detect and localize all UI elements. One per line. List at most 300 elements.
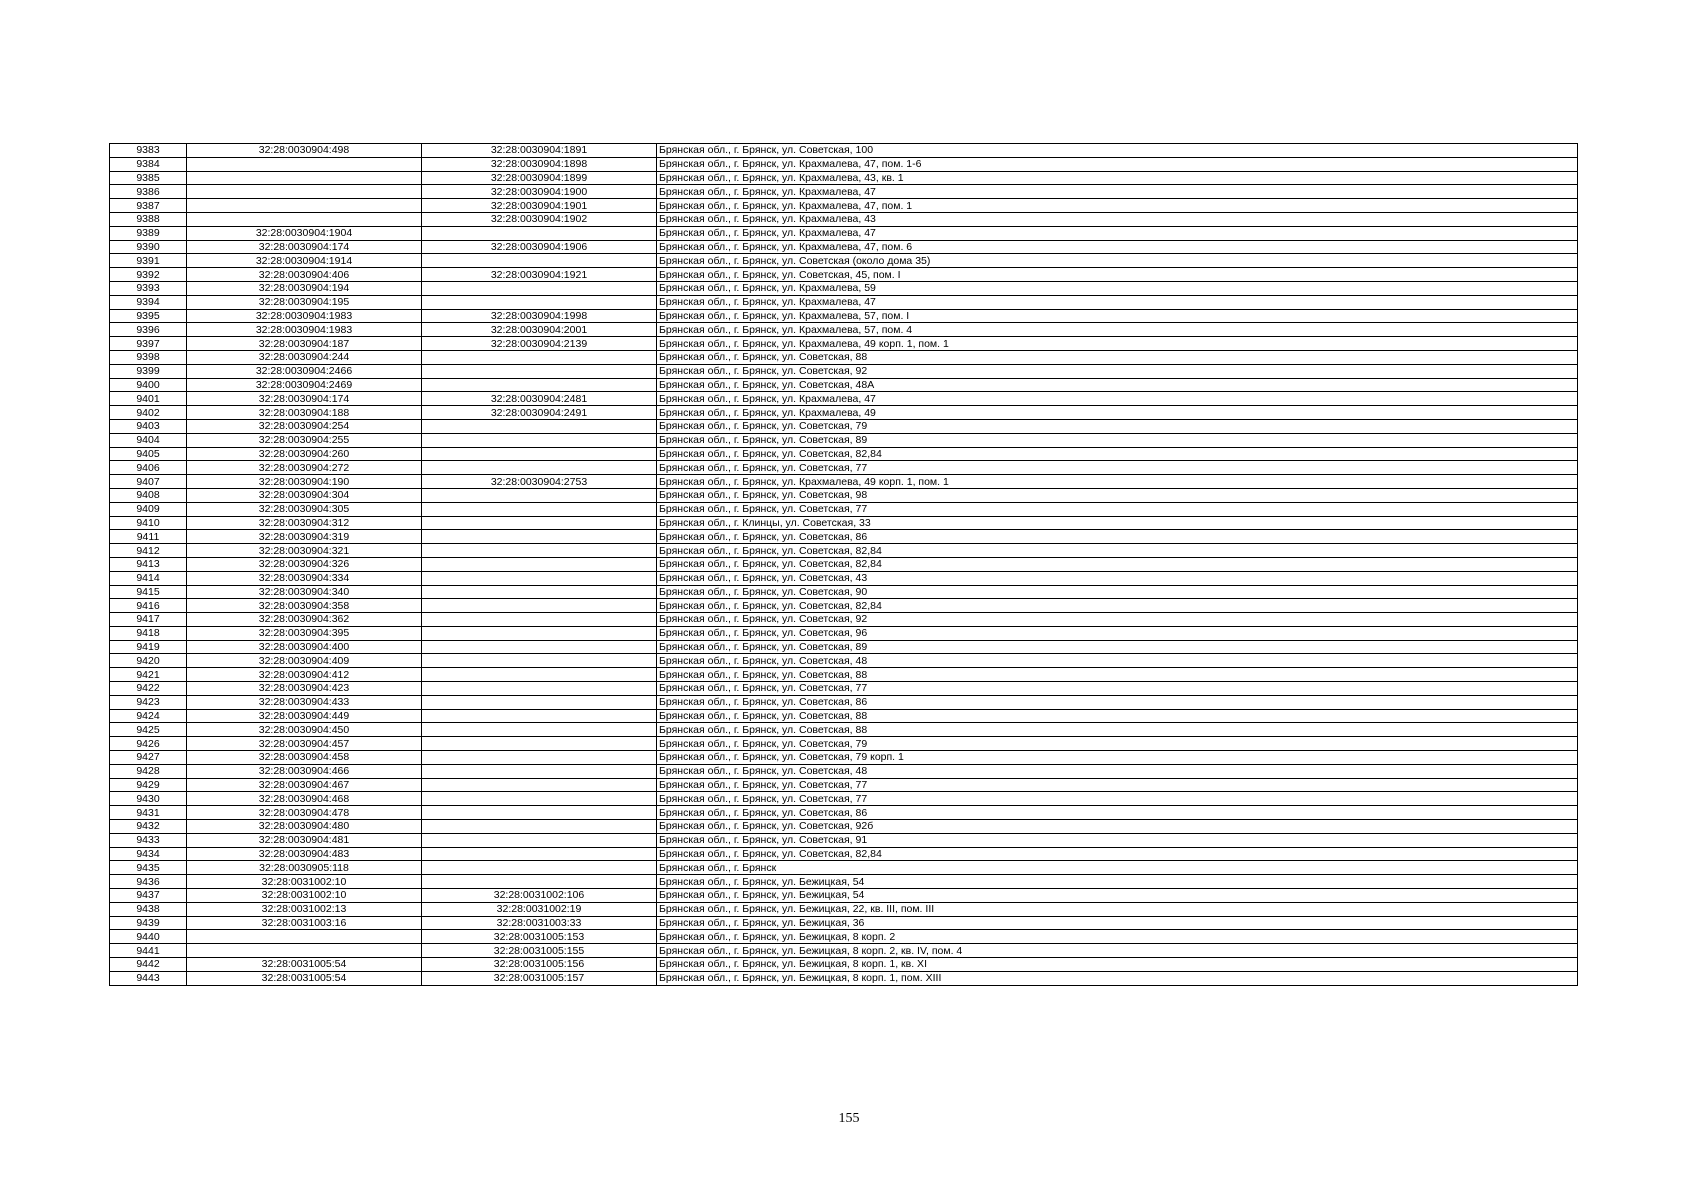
row-number-cell: 9434 <box>110 847 187 861</box>
table-row <box>110 930 1578 944</box>
object-number-cell <box>422 571 657 585</box>
address-cell: Брянская обл., г. Брянск, ул. Крахмалева, 49 корп. 1, пом. 1 <box>657 337 1578 351</box>
cadastral-number-cell: 32:28:0030904:174 <box>187 392 422 406</box>
cadastral-number-cell: 32:28:0030904:468 <box>187 792 422 806</box>
object-number-cell <box>422 502 657 516</box>
row-number-cell: 9400 <box>110 378 187 392</box>
object-number-cell: 32:28:0030904:1921 <box>422 268 657 282</box>
row-number-cell: 9406 <box>110 461 187 475</box>
table-row <box>110 792 1578 806</box>
row-number-cell: 9441 <box>110 944 187 958</box>
address-cell: Брянская обл., г. Брянск, ул. Крахмалева, 47, пом. 1-6 <box>657 157 1578 171</box>
object-number-cell <box>422 861 657 875</box>
object-number-cell <box>422 419 657 433</box>
cadastral-number-cell: 32:28:0030904:412 <box>187 668 422 682</box>
row-number-cell: 9442 <box>110 958 187 972</box>
address-cell: Брянская обл., г. Брянск, ул. Крахмалева, 47 <box>657 185 1578 199</box>
object-number-cell <box>422 613 657 627</box>
cadastral-number-cell: 32:28:0030904:304 <box>187 488 422 502</box>
table-row <box>110 889 1578 903</box>
address-cell: Брянская обл., г. Брянск, ул. Крахмалева, 47, пом. 1 <box>657 199 1578 213</box>
row-number-cell: 9421 <box>110 668 187 682</box>
table-row <box>110 571 1578 585</box>
object-number-cell <box>422 350 657 364</box>
table-row <box>110 530 1578 544</box>
object-number-cell <box>422 281 657 295</box>
cadastral-number-cell <box>187 199 422 213</box>
row-number-cell: 9428 <box>110 764 187 778</box>
object-number-cell: 32:28:0031003:33 <box>422 916 657 930</box>
cadastral-number-cell: 32:28:0030904:326 <box>187 557 422 571</box>
table-row <box>110 861 1578 875</box>
address-cell: Брянская обл., г. Брянск, ул. Бежицкая, 36 <box>657 916 1578 930</box>
row-number-cell: 9385 <box>110 171 187 185</box>
address-cell: Брянская обл., г. Брянск, ул. Бежицкая, 54 <box>657 889 1578 903</box>
cadastral-number-cell: 32:28:0030904:254 <box>187 419 422 433</box>
table-row <box>110 406 1578 420</box>
table-row <box>110 958 1578 972</box>
cadastral-number-cell: 32:28:0030904:358 <box>187 599 422 613</box>
row-number-cell: 9423 <box>110 695 187 709</box>
row-number-cell: 9407 <box>110 475 187 489</box>
address-cell: Брянская обл., г. Брянск, ул. Советская, 77 <box>657 682 1578 696</box>
object-number-cell <box>422 792 657 806</box>
page-number: 155 <box>838 1111 860 1126</box>
row-number-cell: 9390 <box>110 240 187 254</box>
object-number-cell: 32:28:0030904:1898 <box>422 157 657 171</box>
row-number-cell: 9443 <box>110 971 187 985</box>
object-number-cell: 32:28:0031005:155 <box>422 944 657 958</box>
row-number-cell: 9395 <box>110 309 187 323</box>
address-cell: Брянская обл., г. Брянск, ул. Советская, 86 <box>657 695 1578 709</box>
object-number-cell: 32:28:0030904:2491 <box>422 406 657 420</box>
cadastral-number-cell: 32:28:0030904:498 <box>187 144 422 158</box>
row-number-cell: 9398 <box>110 350 187 364</box>
cadastral-number-cell: 32:28:0030904:1983 <box>187 309 422 323</box>
table-row <box>110 226 1578 240</box>
table-row <box>110 392 1578 406</box>
table-row <box>110 337 1578 351</box>
object-number-cell <box>422 378 657 392</box>
cadastral-number-cell: 32:28:0031003:16 <box>187 916 422 930</box>
cadastral-number-cell: 32:28:0030904:187 <box>187 337 422 351</box>
object-number-cell <box>422 599 657 613</box>
cadastral-number-cell <box>187 944 422 958</box>
object-number-cell <box>422 764 657 778</box>
cadastral-number-cell: 32:28:0030904:466 <box>187 764 422 778</box>
cadastral-number-cell: 32:28:0030904:478 <box>187 806 422 820</box>
row-number-cell: 9387 <box>110 199 187 213</box>
cadastral-number-cell: 32:28:0030904:188 <box>187 406 422 420</box>
table-row <box>110 461 1578 475</box>
row-number-cell: 9396 <box>110 323 187 337</box>
row-number-cell: 9402 <box>110 406 187 420</box>
object-number-cell <box>422 557 657 571</box>
address-cell: Брянская обл., г. Брянск, ул. Советская, 48 <box>657 764 1578 778</box>
cadastral-number-cell: 32:28:0030904:1904 <box>187 226 422 240</box>
cadastral-number-cell <box>187 930 422 944</box>
object-number-cell <box>422 254 657 268</box>
row-number-cell: 9415 <box>110 585 187 599</box>
table-row <box>110 447 1578 461</box>
table-row <box>110 199 1578 213</box>
object-number-cell <box>422 682 657 696</box>
address-cell: Брянская обл., г. Брянск, ул. Крахмалева, 43, кв. 1 <box>657 171 1578 185</box>
row-number-cell: 9431 <box>110 806 187 820</box>
table-row <box>110 654 1578 668</box>
address-cell: Брянская обл., г. Брянск, ул. Советская, 89 <box>657 640 1578 654</box>
table-row <box>110 778 1578 792</box>
row-number-cell: 9411 <box>110 530 187 544</box>
address-cell: Брянская обл., г. Брянск, ул. Советская, 82,84 <box>657 557 1578 571</box>
address-cell: Брянская обл., г. Брянск, ул. Крахмалева, 59 <box>657 281 1578 295</box>
address-cell: Брянская обл., г. Брянск <box>657 861 1578 875</box>
cadastral-number-cell: 32:28:0031002:10 <box>187 889 422 903</box>
table-row <box>110 847 1578 861</box>
address-cell: Брянская обл., г. Брянск, ул. Бежицкая, 8 корп. 2 <box>657 930 1578 944</box>
cadastral-number-cell: 32:28:0030904:305 <box>187 502 422 516</box>
table-row <box>110 268 1578 282</box>
row-number-cell: 9412 <box>110 544 187 558</box>
object-number-cell: 32:28:0030904:2753 <box>422 475 657 489</box>
object-number-cell <box>422 695 657 709</box>
address-cell: Брянская обл., г. Клинцы, ул. Советская, 33 <box>657 516 1578 530</box>
address-cell: Брянская обл., г. Брянск, ул. Советская, 88 <box>657 709 1578 723</box>
address-cell: Брянская обл., г. Брянск, ул. Советская, 92б <box>657 820 1578 834</box>
object-number-cell <box>422 516 657 530</box>
cadastral-number-cell: 32:28:0030904:195 <box>187 295 422 309</box>
row-number-cell: 9383 <box>110 144 187 158</box>
object-number-cell: 32:28:0030904:1891 <box>422 144 657 158</box>
object-number-cell <box>422 295 657 309</box>
address-cell: Брянская обл., г. Брянск, ул. Советская (около дома 35) <box>657 254 1578 268</box>
object-number-cell <box>422 585 657 599</box>
address-cell: Брянская обл., г. Брянск, ул. Бежицкая, 8 корп. 2, кв. IV, пом. 4 <box>657 944 1578 958</box>
table-row <box>110 419 1578 433</box>
cadastral-number-cell: 32:28:0030904:1914 <box>187 254 422 268</box>
cadastral-number-cell: 32:28:0030904:433 <box>187 695 422 709</box>
row-number-cell: 9424 <box>110 709 187 723</box>
cadastral-number-cell: 32:28:0030904:340 <box>187 585 422 599</box>
object-number-cell <box>422 709 657 723</box>
cadastral-number-cell: 32:28:0030904:1983 <box>187 323 422 337</box>
table-row <box>110 433 1578 447</box>
cadastral-number-cell <box>187 212 422 226</box>
object-number-cell: 32:28:0030904:1899 <box>422 171 657 185</box>
row-number-cell: 9392 <box>110 268 187 282</box>
cadastral-number-cell: 32:28:0030904:467 <box>187 778 422 792</box>
address-cell: Брянская обл., г. Брянск, ул. Крахмалева, 57, пом. 4 <box>657 323 1578 337</box>
cadastral-number-cell: 32:28:0030904:174 <box>187 240 422 254</box>
address-cell: Брянская обл., г. Брянск, ул. Советская, 98 <box>657 488 1578 502</box>
object-number-cell <box>422 530 657 544</box>
object-number-cell <box>422 806 657 820</box>
row-number-cell: 9408 <box>110 488 187 502</box>
table-row <box>110 682 1578 696</box>
row-number-cell: 9419 <box>110 640 187 654</box>
cadastral-number-cell: 32:28:0030904:481 <box>187 833 422 847</box>
address-cell: Брянская обл., г. Брянск, ул. Советская, 88 <box>657 350 1578 364</box>
table-row <box>110 488 1578 502</box>
cadastral-number-cell: 32:28:0030904:312 <box>187 516 422 530</box>
row-number-cell: 9401 <box>110 392 187 406</box>
table-row <box>110 516 1578 530</box>
table-row <box>110 833 1578 847</box>
cadastral-number-cell: 32:28:0030904:400 <box>187 640 422 654</box>
address-cell: Брянская обл., г. Брянск, ул. Крахмалева, 47, пом. 6 <box>657 240 1578 254</box>
address-cell: Брянская обл., г. Брянск, ул. Крахмалева, 49 корп. 1, пом. 1 <box>657 475 1578 489</box>
object-number-cell: 32:28:0031005:156 <box>422 958 657 972</box>
cadastral-number-cell: 32:28:0030904:423 <box>187 682 422 696</box>
row-number-cell: 9416 <box>110 599 187 613</box>
address-cell: Брянская обл., г. Брянск, ул. Крахмалева, 57, пом. I <box>657 309 1578 323</box>
row-number-cell: 9433 <box>110 833 187 847</box>
row-number-cell: 9414 <box>110 571 187 585</box>
registry-table <box>109 143 1578 986</box>
address-cell: Брянская обл., г. Брянск, ул. Крахмалева, 49 <box>657 406 1578 420</box>
table-row <box>110 212 1578 226</box>
address-cell: Брянская обл., г. Брянск, ул. Советская, 77 <box>657 778 1578 792</box>
object-number-cell <box>422 875 657 889</box>
row-number-cell: 9440 <box>110 930 187 944</box>
row-number-cell: 9436 <box>110 875 187 889</box>
cadastral-number-cell: 32:28:0030904:450 <box>187 723 422 737</box>
object-number-cell <box>422 833 657 847</box>
row-number-cell: 9397 <box>110 337 187 351</box>
table-row <box>110 902 1578 916</box>
object-number-cell <box>422 751 657 765</box>
table-row <box>110 599 1578 613</box>
address-cell: Брянская обл., г. Брянск, ул. Советская, 77 <box>657 461 1578 475</box>
cadastral-number-cell: 32:28:0030904:406 <box>187 268 422 282</box>
object-number-cell: 32:28:0030904:1901 <box>422 199 657 213</box>
row-number-cell: 9410 <box>110 516 187 530</box>
cadastral-number-cell: 32:28:0030904:2466 <box>187 364 422 378</box>
address-cell: Брянская обл., г. Брянск, ул. Советская, 79 <box>657 737 1578 751</box>
table-row <box>110 544 1578 558</box>
address-cell: Брянская обл., г. Брянск, ул. Советская, 48 <box>657 654 1578 668</box>
table-row <box>110 668 1578 682</box>
table-row <box>110 875 1578 889</box>
cadastral-number-cell: 32:28:0031002:10 <box>187 875 422 889</box>
address-cell: Брянская обл., г. Брянск, ул. Крахмалева, 47 <box>657 392 1578 406</box>
cadastral-number-cell: 32:28:0030904:362 <box>187 613 422 627</box>
row-number-cell: 9417 <box>110 613 187 627</box>
row-number-cell: 9430 <box>110 792 187 806</box>
cadastral-number-cell: 32:28:0030904:2469 <box>187 378 422 392</box>
cadastral-number-cell: 32:28:0030905:118 <box>187 861 422 875</box>
address-cell: Брянская обл., г. Брянск, ул. Советская, 79 <box>657 419 1578 433</box>
row-number-cell: 9386 <box>110 185 187 199</box>
object-number-cell <box>422 668 657 682</box>
row-number-cell: 9422 <box>110 682 187 696</box>
row-number-cell: 9420 <box>110 654 187 668</box>
row-number-cell: 9393 <box>110 281 187 295</box>
row-number-cell: 9384 <box>110 157 187 171</box>
object-number-cell: 32:28:0030904:2481 <box>422 392 657 406</box>
row-number-cell: 9394 <box>110 295 187 309</box>
address-cell: Брянская обл., г. Брянск, ул. Советская, 82,84 <box>657 847 1578 861</box>
cadastral-number-cell: 32:28:0030904:260 <box>187 447 422 461</box>
table-row <box>110 709 1578 723</box>
row-number-cell: 9438 <box>110 902 187 916</box>
cadastral-number-cell: 32:28:0030904:272 <box>187 461 422 475</box>
address-cell: Брянская обл., г. Брянск, ул. Советская, 86 <box>657 530 1578 544</box>
row-number-cell: 9432 <box>110 820 187 834</box>
address-cell: Брянская обл., г. Брянск, ул. Крахмалева, 43 <box>657 212 1578 226</box>
address-cell: Брянская обл., г. Брянск, ул. Советская, 100 <box>657 144 1578 158</box>
address-cell: Брянская обл., г. Брянск, ул. Советская, 89 <box>657 433 1578 447</box>
row-number-cell: 9399 <box>110 364 187 378</box>
cadastral-number-cell: 32:28:0030904:321 <box>187 544 422 558</box>
address-cell: Брянская обл., г. Брянск, ул. Советская, 96 <box>657 626 1578 640</box>
table-row <box>110 502 1578 516</box>
object-number-cell <box>422 364 657 378</box>
object-number-cell: 32:28:0031005:153 <box>422 930 657 944</box>
address-cell: Брянская обл., г. Брянск, ул. Советская, 90 <box>657 585 1578 599</box>
table-row <box>110 916 1578 930</box>
address-cell: Брянская обл., г. Брянск, ул. Советская, 92 <box>657 364 1578 378</box>
cadastral-number-cell: 32:28:0030904:458 <box>187 751 422 765</box>
address-cell: Брянская обл., г. Брянск, ул. Советская, 77 <box>657 502 1578 516</box>
table-row <box>110 350 1578 364</box>
table-row <box>110 254 1578 268</box>
cadastral-number-cell: 32:28:0031002:13 <box>187 902 422 916</box>
table-row <box>110 378 1578 392</box>
address-cell: Брянская обл., г. Брянск, ул. Бежицкая, 54 <box>657 875 1578 889</box>
object-number-cell <box>422 433 657 447</box>
address-cell: Брянская обл., г. Брянск, ул. Советская, 43 <box>657 571 1578 585</box>
object-number-cell <box>422 640 657 654</box>
object-number-cell <box>422 461 657 475</box>
address-cell: Брянская обл., г. Брянск, ул. Советская, 82,84 <box>657 447 1578 461</box>
table-row <box>110 944 1578 958</box>
object-number-cell <box>422 847 657 861</box>
address-cell: Брянская обл., г. Брянск, ул. Бежицкая, 8 корп. 1, кв. XI <box>657 958 1578 972</box>
row-number-cell: 9426 <box>110 737 187 751</box>
cadastral-number-cell: 32:28:0030904:457 <box>187 737 422 751</box>
cadastral-number-cell <box>187 157 422 171</box>
table-row <box>110 585 1578 599</box>
address-cell: Брянская обл., г. Брянск, ул. Крахмалева, 47 <box>657 295 1578 309</box>
table-row <box>110 144 1578 158</box>
row-number-cell: 9427 <box>110 751 187 765</box>
table-row <box>110 475 1578 489</box>
address-cell: Брянская обл., г. Брянск, ул. Советская, 88 <box>657 668 1578 682</box>
address-cell: Брянская обл., г. Брянск, ул. Крахмалева, 47 <box>657 226 1578 240</box>
row-number-cell: 9435 <box>110 861 187 875</box>
object-number-cell: 32:28:0030904:1902 <box>422 212 657 226</box>
address-cell: Брянская обл., г. Брянск, ул. Советская, 48А <box>657 378 1578 392</box>
object-number-cell: 32:28:0031005:157 <box>422 971 657 985</box>
row-number-cell: 9403 <box>110 419 187 433</box>
object-number-cell: 32:28:0030904:1900 <box>422 185 657 199</box>
cadastral-number-cell <box>187 185 422 199</box>
address-cell: Брянская обл., г. Брянск, ул. Бежицкая, 8 корп. 1, пом. XIII <box>657 971 1578 985</box>
row-number-cell: 9413 <box>110 557 187 571</box>
address-cell: Брянская обл., г. Брянск, ул. Советская, 45, пом. I <box>657 268 1578 282</box>
row-number-cell: 9418 <box>110 626 187 640</box>
address-cell: Брянская обл., г. Брянск, ул. Советская, 91 <box>657 833 1578 847</box>
row-number-cell: 9409 <box>110 502 187 516</box>
row-number-cell: 9425 <box>110 723 187 737</box>
object-number-cell <box>422 447 657 461</box>
cadastral-number-cell: 32:28:0030904:194 <box>187 281 422 295</box>
object-number-cell <box>422 226 657 240</box>
table-row <box>110 695 1578 709</box>
object-number-cell: 32:28:0030904:1998 <box>422 309 657 323</box>
table-row <box>110 171 1578 185</box>
cadastral-number-cell: 32:28:0030904:449 <box>187 709 422 723</box>
object-number-cell: 32:28:0030904:1906 <box>422 240 657 254</box>
object-number-cell <box>422 654 657 668</box>
table-row <box>110 613 1578 627</box>
table-row <box>110 806 1578 820</box>
object-number-cell <box>422 820 657 834</box>
object-number-cell <box>422 737 657 751</box>
table-row <box>110 737 1578 751</box>
cadastral-number-cell <box>187 171 422 185</box>
table-row <box>110 751 1578 765</box>
object-number-cell <box>422 723 657 737</box>
table-row <box>110 820 1578 834</box>
table-row <box>110 626 1578 640</box>
table-row <box>110 295 1578 309</box>
object-number-cell <box>422 544 657 558</box>
cadastral-number-cell: 32:28:0031005:54 <box>187 971 422 985</box>
table-row <box>110 640 1578 654</box>
object-number-cell <box>422 626 657 640</box>
row-number-cell: 9429 <box>110 778 187 792</box>
object-number-cell: 32:28:0030904:2001 <box>422 323 657 337</box>
object-number-cell: 32:28:0031002:106 <box>422 889 657 903</box>
row-number-cell: 9389 <box>110 226 187 240</box>
address-cell: Брянская обл., г. Брянск, ул. Советская, 86 <box>657 806 1578 820</box>
address-cell: Брянская обл., г. Брянск, ул. Бежицкая, 22, кв. III, пом. III <box>657 902 1578 916</box>
address-cell: Брянская обл., г. Брянск, ул. Советская, 79 корп. 1 <box>657 751 1578 765</box>
cadastral-number-cell: 32:28:0031005:54 <box>187 958 422 972</box>
table-row <box>110 723 1578 737</box>
table-row <box>110 323 1578 337</box>
cadastral-number-cell: 32:28:0030904:480 <box>187 820 422 834</box>
address-cell: Брянская обл., г. Брянск, ул. Советская, 82,84 <box>657 544 1578 558</box>
table-row <box>110 971 1578 985</box>
row-number-cell: 9391 <box>110 254 187 268</box>
row-number-cell: 9404 <box>110 433 187 447</box>
cadastral-number-cell: 32:28:0030904:334 <box>187 571 422 585</box>
table-row <box>110 185 1578 199</box>
row-number-cell: 9439 <box>110 916 187 930</box>
address-cell: Брянская обл., г. Брянск, ул. Советская, 88 <box>657 723 1578 737</box>
table-row <box>110 309 1578 323</box>
cadastral-number-cell: 32:28:0030904:190 <box>187 475 422 489</box>
registry-table-body <box>110 144 1578 986</box>
object-number-cell: 32:28:0031002:19 <box>422 902 657 916</box>
cadastral-number-cell: 32:28:0030904:409 <box>187 654 422 668</box>
object-number-cell <box>422 488 657 502</box>
table-row <box>110 281 1578 295</box>
row-number-cell: 9405 <box>110 447 187 461</box>
table-row <box>110 240 1578 254</box>
cadastral-number-cell: 32:28:0030904:395 <box>187 626 422 640</box>
cadastral-number-cell: 32:28:0030904:255 <box>187 433 422 447</box>
address-cell: Брянская обл., г. Брянск, ул. Советская, 82,84 <box>657 599 1578 613</box>
table-row <box>110 764 1578 778</box>
cadastral-number-cell: 32:28:0030904:244 <box>187 350 422 364</box>
object-number-cell <box>422 778 657 792</box>
object-number-cell: 32:28:0030904:2139 <box>422 337 657 351</box>
address-cell: Брянская обл., г. Брянск, ул. Советская, 77 <box>657 792 1578 806</box>
